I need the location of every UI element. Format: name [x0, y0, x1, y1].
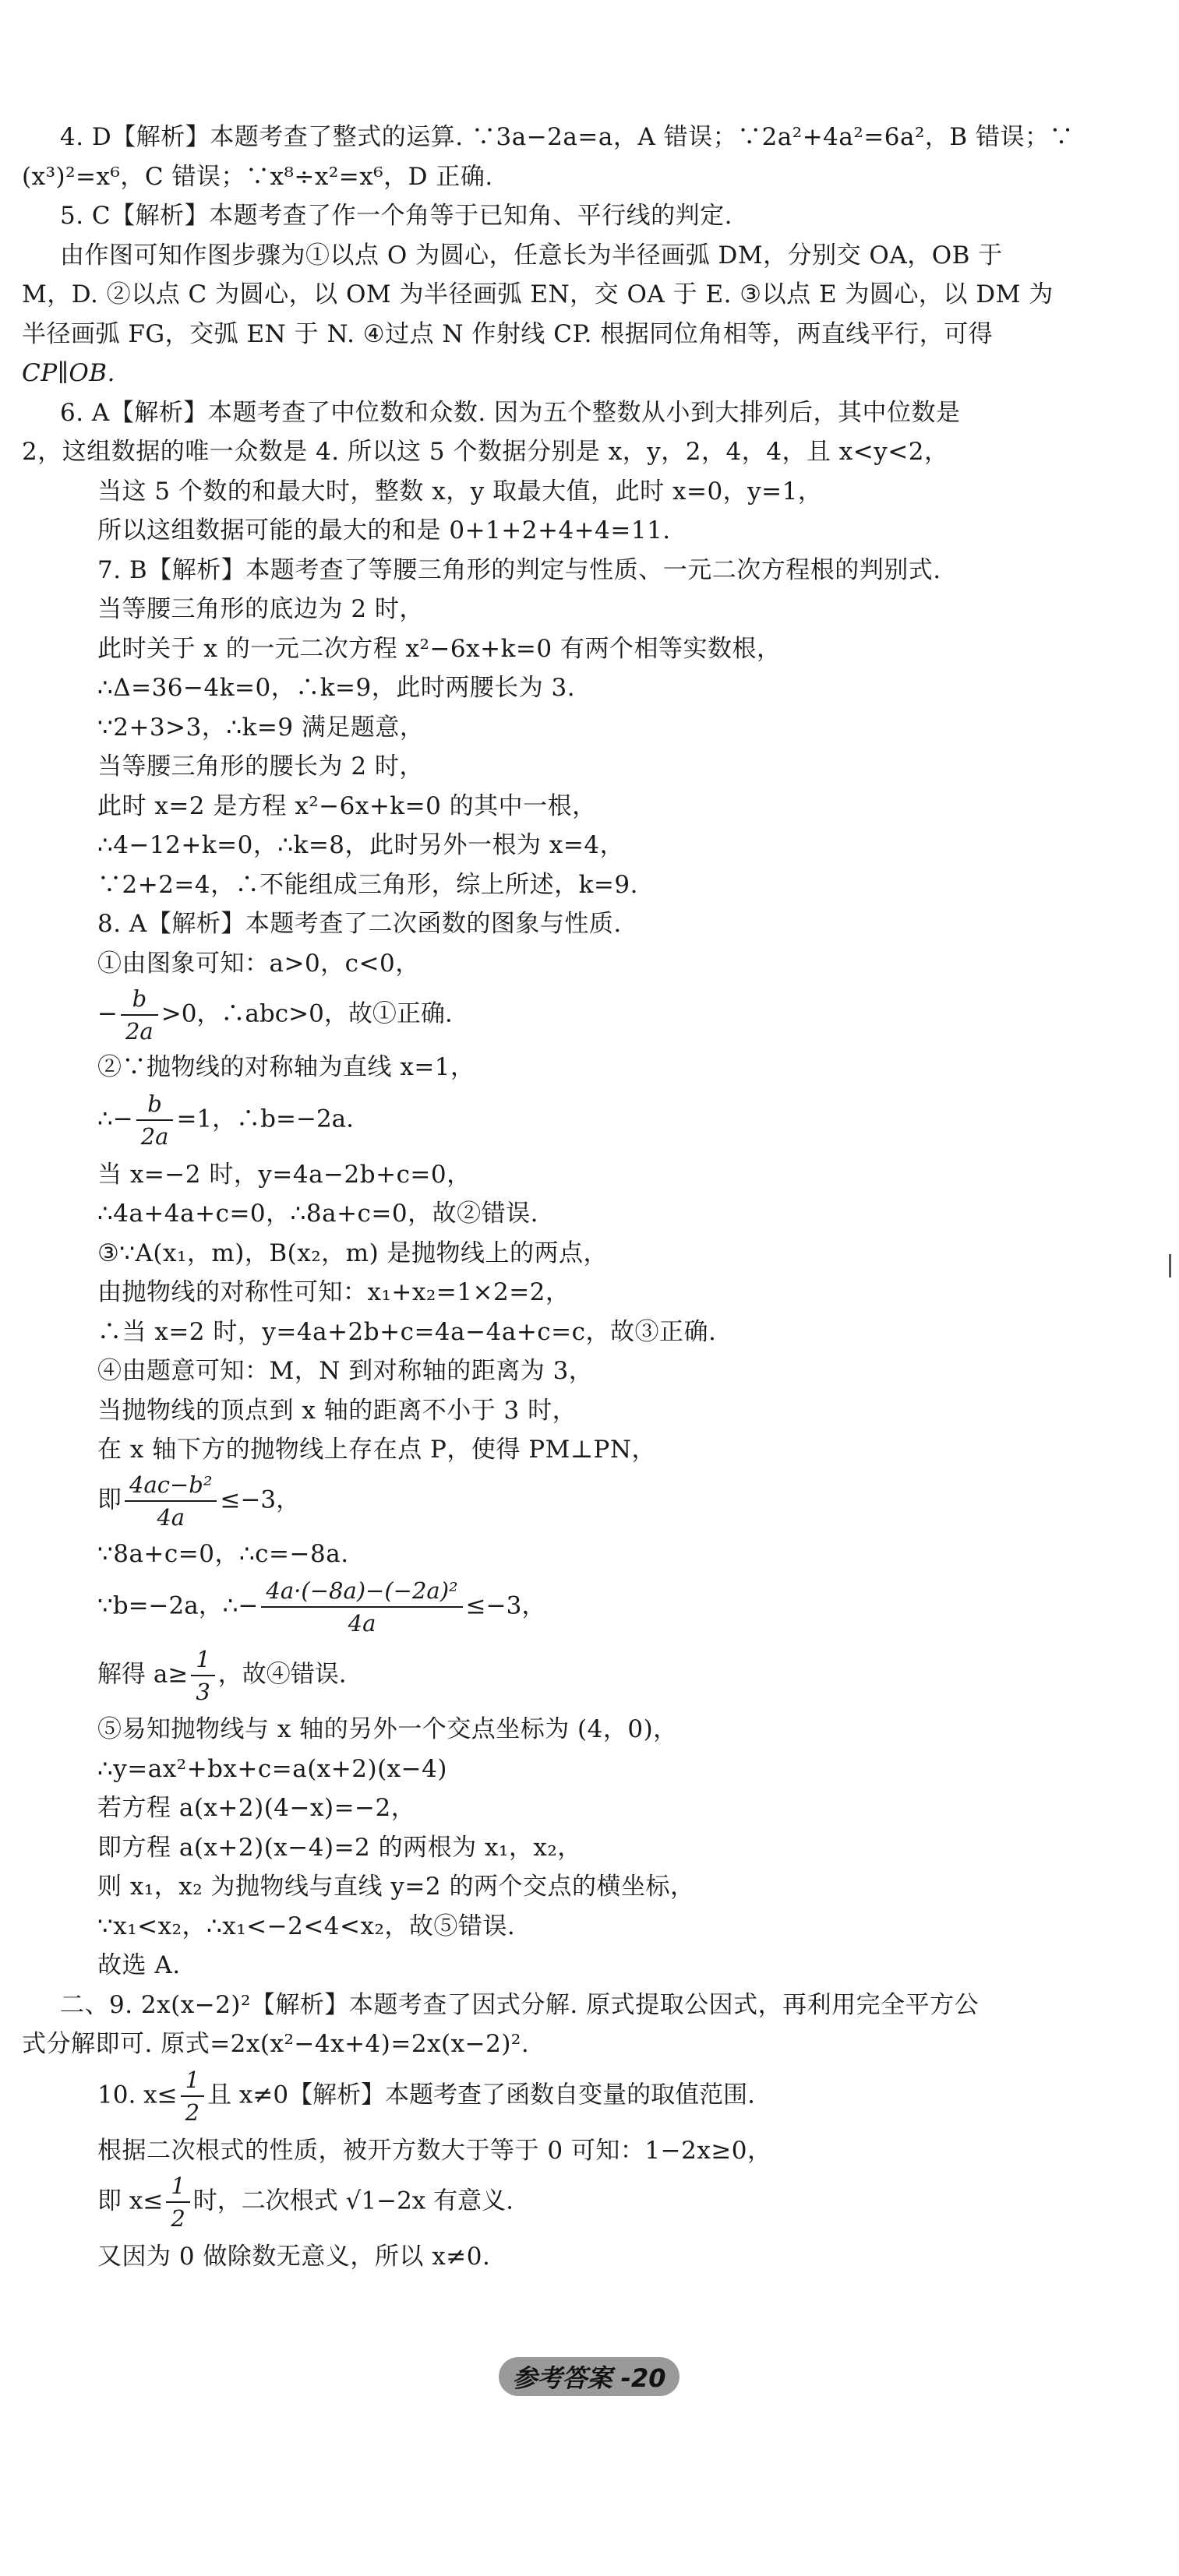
text-line: 此时关于 x 的一元二次方程 x²−6x+k=0 有两个相等实数根， — [97, 635, 782, 663]
text-line: ∵8a+c=0，∴c=−8a. — [97, 1540, 349, 1568]
fraction-line — [97, 983, 453, 1047]
fraction-denominator: 2a — [140, 1123, 169, 1150]
fraction-prefix: 10. x≤ — [97, 2081, 178, 2109]
fraction-denominator: 2a — [125, 1018, 154, 1045]
text-line: 式分解即可. 原式=2x(x²−4x+4)=2x(x−2)². — [22, 2030, 530, 2058]
fraction-line — [97, 1088, 354, 1152]
text-line: ∴当 x=2 时，y=4a+2b+c=4a−4a+c=c，故③正确. — [97, 1318, 717, 1346]
text-line: 4. D【解析】本题考查了整式的运算. ∵3a−2a=a，A 错误；∵2a²+4a²=6a²，B 错误；∵ — [60, 123, 1075, 151]
text-line: 若方程 a(x+2)(4−x)=−2， — [97, 1794, 416, 1822]
text-line: ∵x₁<x₂，∴x₁<−2<4<x₂，故⑤错误. — [97, 1912, 516, 1940]
fraction-line — [97, 2170, 514, 2234]
fraction-line — [97, 1575, 545, 1639]
fraction-line — [97, 2064, 755, 2128]
fraction-prefix: 即 — [97, 1485, 122, 1514]
fraction-denominator: 2 — [185, 2099, 200, 2126]
fraction-suffix: >0，∴abc>0，故①正确. — [161, 999, 453, 1028]
fraction-prefix: 即 x≤ — [97, 2187, 164, 2215]
text-line: 二、9. 2x(x−2)²【解析】本题考查了因式分解. 原式提取公因式，再利用完全平方公 — [60, 1991, 980, 2019]
text-line: ∴4−12+k=0，∴k=8，此时另外一根为 x=4， — [97, 831, 625, 859]
fraction-denominator: 4a — [348, 1610, 376, 1637]
text-line: 所以这组数据可能的最大的和是 0+1+2+4+4=11. — [97, 516, 671, 544]
text-line: ∴4a+4a+c=0，∴8a+c=0，故②错误. — [97, 1200, 538, 1228]
text-line: 当等腰三角形的底边为 2 时， — [97, 595, 424, 623]
fraction-numerator: b — [136, 1088, 174, 1121]
text-line: 则 x₁，x₂ 为抛物线与直线 y=2 的两个交点的横坐标， — [97, 1873, 695, 1901]
text-line: 由作图可知作图步骤为①以点 O 为圆心，任意长为半径画弧 DM，分别交 OA，OB 于 — [60, 241, 1003, 270]
fraction — [181, 2064, 204, 2128]
fraction-line — [97, 1469, 300, 1533]
fraction-denominator: 4a — [157, 1504, 185, 1531]
text-line: 在 x 轴下方的抛物线上存在点 P，使得 PM⊥PN， — [97, 1436, 656, 1464]
fraction-suffix: ≤−3， — [465, 1591, 546, 1620]
fraction-numerator: 1 — [191, 1644, 214, 1676]
text-line: 即方程 a(x+2)(x−4)=2 的两根为 x₁，x₂， — [97, 1834, 582, 1862]
text-line: ⑤易知抛物线与 x 轴的另外一个交点坐标为 (4，0)， — [97, 1715, 678, 1743]
text-line: 6. A【解析】本题考查了中位数和众数. 因为五个整数从小到大排列后，其中位数是 — [60, 399, 961, 427]
text-line: 当这 5 个数的和最大时，整数 x，y 取最大值，此时 x=0，y=1， — [97, 477, 823, 506]
text-line: 当 x=−2 时，y=4a−2b+c=0， — [97, 1161, 471, 1189]
text-line: ∴Δ=36−4k=0，∴k=9，此时两腰长为 3. — [97, 674, 576, 702]
text-line: 此时 x=2 是方程 x²−6x+k=0 的其中一根， — [97, 792, 597, 820]
text-line: (x³)²=x⁶，C 错误；∵x⁸÷x²=x⁶，D 正确. — [22, 163, 493, 191]
text-line: ③∵A(x₁，m)，B(x₂，m) 是抛物线上的两点， — [97, 1239, 609, 1267]
text-line: 根据二次根式的性质，被开方数大于等于 0 可知：1−2x≥0， — [97, 2137, 772, 2165]
fraction — [261, 1575, 462, 1639]
fraction-numerator: 4ac−b² — [125, 1469, 217, 1502]
fraction-numerator: 1 — [166, 2170, 189, 2203]
text-line: 故选 A. — [97, 1951, 181, 1979]
fraction-prefix: ∵b=−2a，∴− — [97, 1591, 259, 1620]
text-line: 由抛物线的对称性可知：x₁+x₂=1×2=2， — [97, 1278, 570, 1306]
text-line: ④由题意可知：M，N 到对称轴的距离为 3， — [97, 1357, 594, 1385]
page-footer-badge: 参考答案 -20 — [499, 2357, 680, 2396]
fraction-prefix: ∴− — [97, 1105, 133, 1133]
fraction-suffix: 时，二次根式 √1−2x 有意义. — [192, 2187, 514, 2215]
text-line: ∵2+3>3，∴k=9 满足题意， — [97, 714, 425, 742]
text-line: 半径画弧 FG，交弧 EN 于 N. ④过点 N 作射线 CP. 根据同位角相等，两直线平行，可得 — [22, 320, 994, 348]
fraction-suffix: ，故④错误. — [217, 1660, 347, 1689]
text-line: 2，这组数据的唯一众数是 4. 所以这 5 个数据分别是 x，y，2，4，4，且 x<y<2， — [22, 438, 949, 466]
fraction-suffix: =1，∴b=−2a. — [176, 1105, 355, 1133]
text-line: 7. B【解析】本题考查了等腰三角形的判定与性质、一元二次方程根的判别式. — [97, 556, 941, 584]
text-line: ∴y=ax²+bx+c=a(x+2)(x−4) — [97, 1755, 447, 1783]
text-line: 8. A【解析】本题考查了二次函数的图象与性质. — [97, 910, 622, 938]
text-line: ①由图象可知：a>0，c<0， — [97, 950, 420, 978]
fraction-line — [97, 1644, 347, 1707]
fraction-denominator: 2 — [171, 2205, 185, 2232]
text-line: ∵2+2=4，∴不能组成三角形，综上所述，k=9. — [97, 871, 638, 899]
fraction-numerator: 4a·(−8a)−(−2a)² — [261, 1575, 462, 1608]
text-line: 当等腰三角形的腰长为 2 时， — [97, 752, 424, 781]
text-line: ②∵抛物线的对称轴为直线 x=1， — [97, 1053, 475, 1081]
fraction-prefix: 解得 a≥ — [97, 1660, 189, 1689]
fraction — [121, 983, 158, 1047]
fraction-suffix: ≤−3， — [220, 1485, 301, 1514]
fraction — [166, 2170, 189, 2234]
text-line: 又因为 0 做除数无意义，所以 x≠0. — [97, 2243, 491, 2271]
margin-mark — [1169, 1254, 1176, 1277]
text-line: 5. C【解析】本题考查了作一个角等于已知角、平行线的判定. — [60, 202, 733, 230]
fraction — [125, 1469, 217, 1533]
fraction-prefix: − — [97, 999, 118, 1028]
fraction-denominator: 3 — [196, 1679, 210, 1705]
text-line: CP∥OB. — [22, 359, 115, 387]
fraction-suffix: 且 x≠0【解析】本题考查了函数自变量的取值范围. — [207, 2081, 755, 2109]
fraction-numerator: 1 — [181, 2064, 204, 2097]
fraction — [191, 1644, 214, 1707]
text-line: 当抛物线的顶点到 x 轴的距离不小于 3 时， — [97, 1397, 577, 1425]
text-line: M，D. ②以点 C 为圆心，以 OM 为半径画弧 EN，交 OA 于 E. ③以点 E 为圆心，以 DM 为 — [22, 280, 1054, 308]
fraction-numerator: b — [121, 983, 158, 1016]
fraction — [136, 1088, 174, 1152]
